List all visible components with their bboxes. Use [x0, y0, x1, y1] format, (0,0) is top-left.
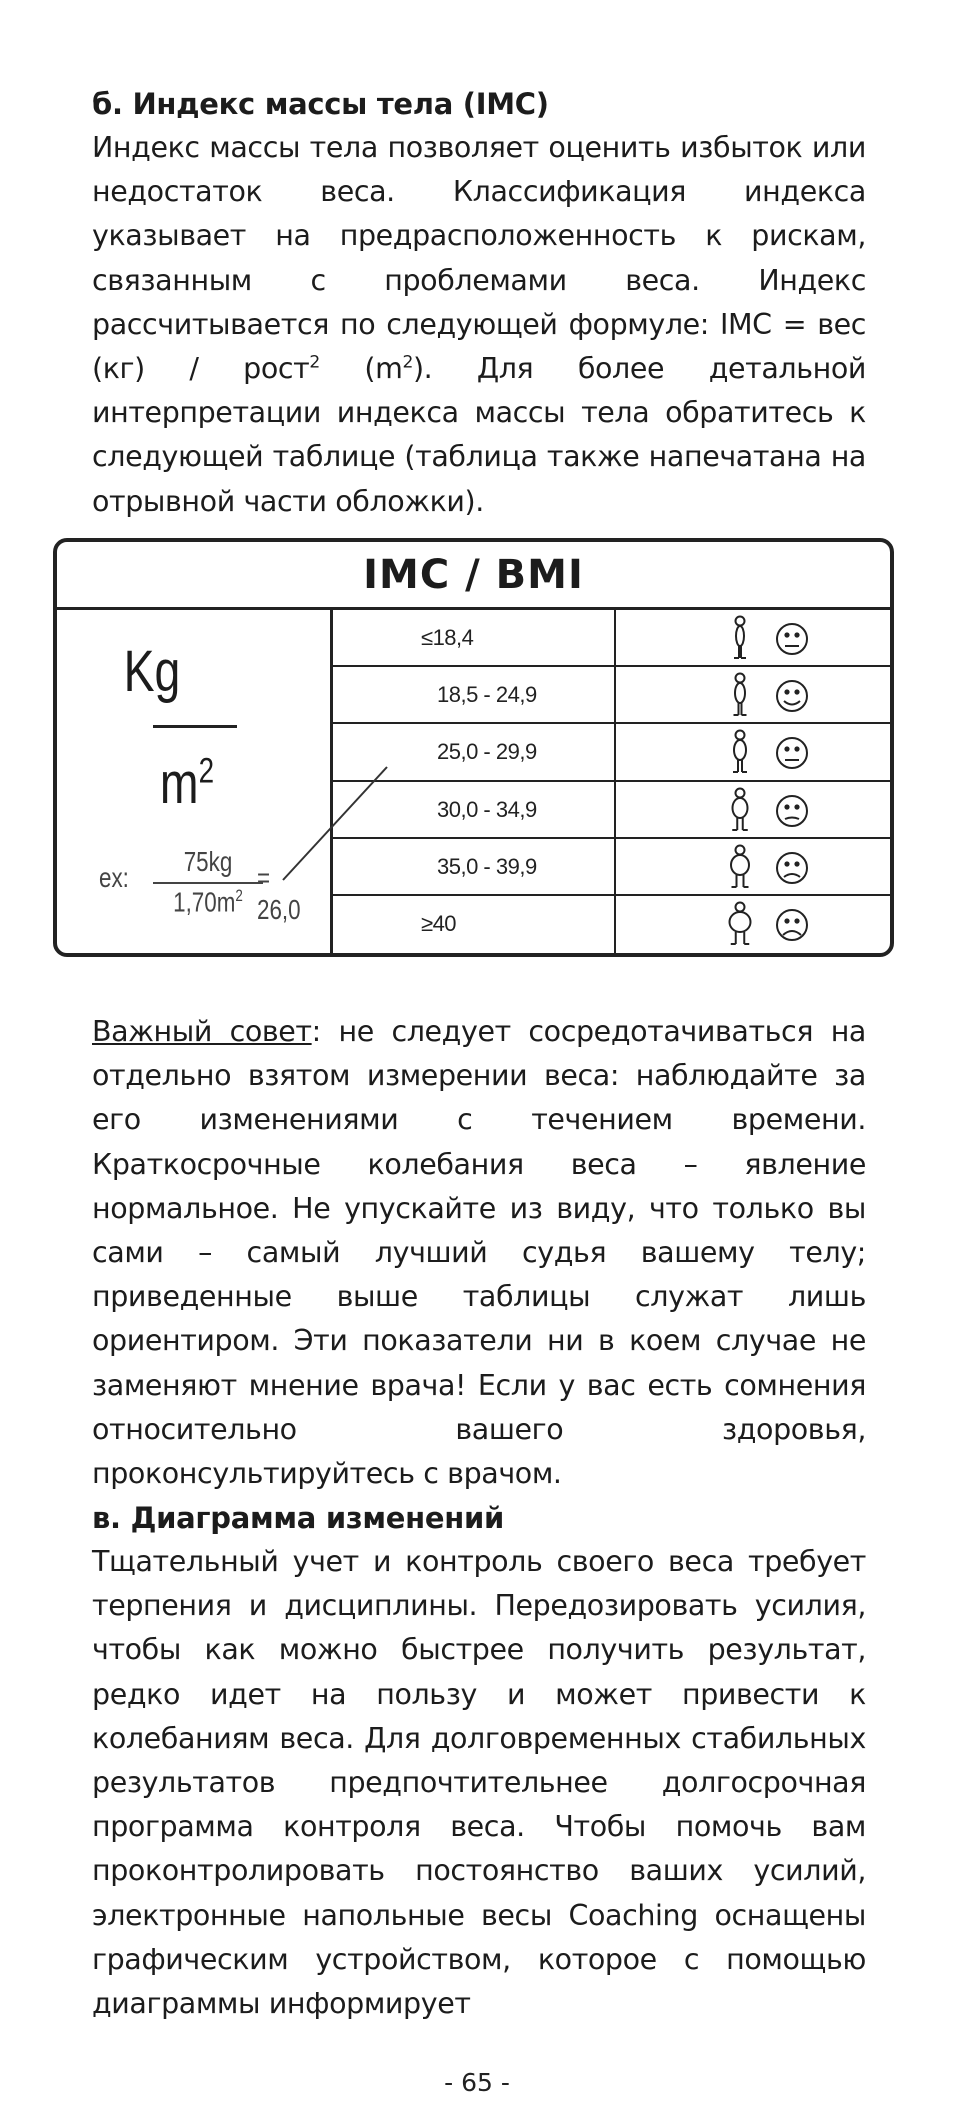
bmi-row — [333, 610, 890, 667]
section-c-block — [92, 1496, 866, 2026]
bmi-range: ≥40 — [333, 896, 616, 953]
unit-m2: $m^2$ — [159, 751, 215, 816]
face-icon — [777, 796, 807, 826]
example-denominator: $1,70m^2$ — [173, 886, 243, 918]
bmi-row — [333, 724, 890, 781]
bmi-range: 35,0 - 39,9 — [333, 839, 616, 894]
section-b-text-2: (m — [319, 352, 403, 386]
bmi-icons — [616, 610, 890, 665]
bmi-table — [53, 538, 894, 957]
fraction-line — [153, 725, 237, 728]
face-icon — [777, 681, 807, 711]
bmi-row — [333, 839, 890, 896]
bmi-row — [333, 896, 890, 953]
advice-block — [92, 1010, 866, 1496]
bmi-range: 30,0 - 34,9 — [333, 782, 616, 837]
body-figure-icon — [720, 786, 830, 836]
bmi-range: 18,5 - 24,9 — [333, 667, 616, 722]
bmi-row — [333, 782, 890, 839]
bmi-row — [333, 667, 890, 724]
body-figure-icon — [720, 671, 830, 721]
bmi-icons — [616, 667, 890, 722]
bmi-range: ≤18,4 — [333, 610, 616, 665]
face-icon — [777, 738, 807, 768]
face-icon — [777, 853, 807, 883]
section-b-text-3: ). Для более детальной интерпретации индекса массы тела обратитесь к следующей таблице (таблица также напечатана на отрывной части обложки). — [92, 352, 866, 518]
page-content — [92, 82, 866, 524]
advice-label: Важный совет — [92, 1015, 312, 1048]
example-label: ex: — [99, 862, 129, 893]
page-number: - 65 - — [444, 2068, 510, 2097]
bmi-icons — [616, 724, 890, 779]
section-c-paragraph: Тщательный учет и контроль своего веса требует терпения и дисциплины. Передозировать усилия, чтобы как можно быстрее получить результат, редко идет на пользу и может привести к колебаниям веса. Для долговременных стабильных результатов предпочтительнее долгосрочная программа контроля веса. Чтобы помочь вам проконтролировать постоянство ваших усилий, электронные напольные весы Coaching оснащены графическим устройством, которое с помощью диаграммы информирует — [92, 1545, 866, 2021]
bmi-icons — [616, 782, 890, 837]
face-icon — [777, 910, 807, 940]
bmi-icons — [616, 839, 890, 894]
advice-paragraph — [92, 1010, 866, 1496]
section-b-paragraph — [92, 126, 866, 524]
body-figure-icon — [720, 614, 830, 664]
face-icon — [777, 624, 807, 654]
section-b-text-1: Индекс массы тела позволяет оценить избыток или недостаток веса. Классификация индекса указывает на предрасположенность к рискам, связанным с проблемами веса. Индекс рассчитывается по следующей формуле: IMC = вес (кг) / рост — [92, 131, 866, 386]
bmi-formula-cell — [57, 610, 333, 953]
bmi-table-title: IMC / BMI — [57, 542, 890, 610]
unit-kg: Kg — [123, 639, 181, 704]
superscript-2: 2 — [309, 352, 320, 373]
section-c-heading: в. Диаграмма изменений — [92, 1501, 505, 1535]
body-figure-icon — [720, 900, 830, 950]
bmi-icons — [616, 896, 890, 953]
body-figure-icon — [720, 728, 830, 778]
example-numerator: 75kg — [183, 846, 233, 877]
advice-text: : не следует сосредотачиваться на отдельно взятом измерении веса: наблюдайте за его изменениями с течением времени. Краткосрочные колебания веса – явление нормальное. Не упускайте из виду, что только вы сами – самый лучший судья вашему телу; приведенные выше таблицы служат лишь ориентиром. Эти показатели ни в коем случае не заменяют мнение врача! Если у вас есть сомнения относительно вашего здоровья, проконсультируйтесь с врачом. — [92, 1015, 866, 1491]
body-figure-icon — [720, 843, 830, 893]
example-result: = 26,0 — [257, 862, 301, 925]
superscript-2b: 2 — [402, 352, 413, 373]
bmi-rows — [333, 610, 890, 953]
bmi-range: 25,0 - 29,9 — [333, 724, 616, 779]
example-fraction-line — [153, 882, 263, 884]
section-b-heading: б. Индекс массы тела (IMC) — [92, 87, 549, 121]
